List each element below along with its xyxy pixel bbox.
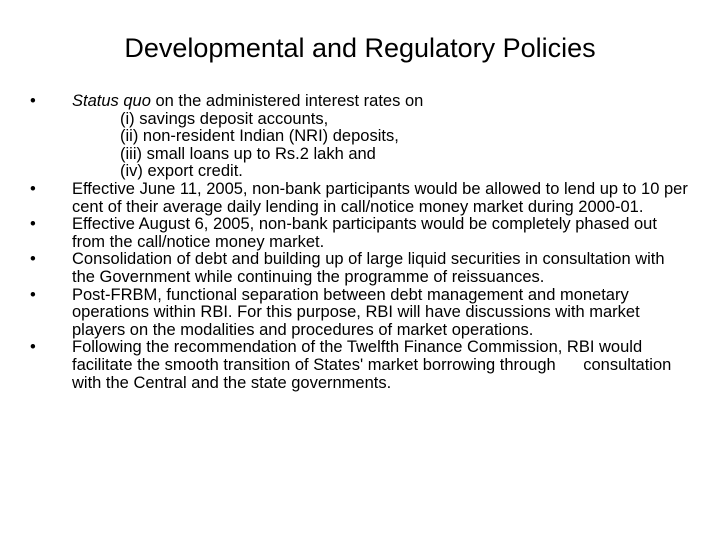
subitem-export-credit: (iv) export credit. (120, 162, 243, 181)
bullet-item-consolidation (30, 251, 690, 286)
bullet-icon: • (30, 179, 36, 198)
bullet-icon: • (30, 215, 36, 234)
bullet-text: Consolidation of debt and building up of large liquid securities in consultation with the Government while continuing the programme of reissuances. (72, 250, 665, 286)
bullet-item-post-frbm (30, 287, 690, 340)
subitem-small-loans: (iii) small loans up to Rs.2 lakh and (120, 144, 376, 163)
bullet-lead-italic: Status quo (72, 92, 151, 110)
bullet-text-part1: Following the recommendation of the Twelfth Finance Commission, RBI would facilitate the smooth transition of States' market borrowing through (72, 338, 643, 374)
bullet-icon: • (30, 92, 36, 110)
subitem-savings: (i) savings deposit accounts, (120, 109, 329, 128)
bullet-item-june (30, 181, 690, 216)
bullet-item-august (30, 216, 690, 251)
bullet-item-twelfth-fc (30, 339, 690, 392)
bullet-text: Effective June 11, 2005, non-bank participants would be allowed to lend up to 10 per cent of their average daily lending in call/notice money market during 2000-01. (72, 179, 688, 216)
bullet-text-part2: consultation with the Central and the state governments. (72, 355, 672, 392)
subitem-nri: (ii) non-resident Indian (NRI) deposits, (120, 127, 399, 146)
bullet-icon: • (30, 285, 36, 304)
slide-title: Developmental and Regulatory Policies (124, 33, 596, 63)
bullet-list (30, 93, 690, 392)
bullet-text: Effective August 6, 2005, non-bank participants would be completely phased out from the call/notice money market. (72, 215, 657, 251)
bullet-icon: • (30, 250, 36, 269)
bullet-item-status-quo (30, 93, 690, 181)
bullet-text: Post-FRBM, functional separation between debt management and monetary operations within RBI. For this purpose, RBI will have discussions with market players on the modalities and procedures of market operations. (72, 285, 640, 339)
bullet-icon: • (30, 338, 36, 357)
bullet-lead-text: on the administered interest rates on (150, 92, 424, 110)
